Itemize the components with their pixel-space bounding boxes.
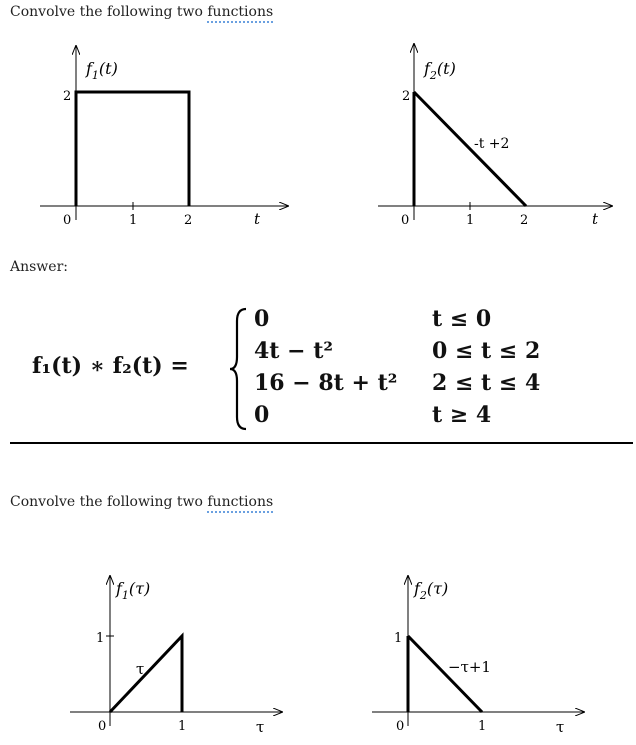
graph-f2-tau	[360, 570, 600, 740]
convolution-lhs: f₁(t) ∗ f₂(t) =	[32, 353, 189, 379]
question-2-prompt-text: Convolve the following two	[10, 494, 208, 510]
question-1-prompt	[10, 4, 273, 20]
f1-tau-ramp	[110, 636, 182, 712]
graph-f1-t	[0, 30, 300, 240]
f2-tau-line-label: −τ+1	[448, 658, 491, 676]
f2-tau-x-tick-0: 0	[396, 719, 405, 734]
answer-label: Answer:	[10, 259, 68, 275]
f1-tau-y-tick: 1	[96, 631, 105, 646]
f2-tau-x-tick-1: 1	[478, 719, 487, 734]
f2-tau-label: $f_2(\tau)$	[414, 579, 449, 602]
case-1-expr: 0	[254, 306, 270, 332]
section-divider	[10, 442, 633, 444]
case-2-cond: 0 ≤ t ≤ 2	[432, 338, 541, 364]
question-1-prompt-text: Convolve the following two	[10, 4, 208, 20]
f1-tau-x-tick-0: 0	[98, 719, 107, 734]
f1-y-tick: 2	[63, 89, 72, 104]
case-2-expr: 4t − t²	[254, 338, 334, 364]
f1-x-axis-label: t	[254, 210, 261, 228]
case-1-cond: t ≤ 0	[432, 306, 492, 332]
cases-brace	[228, 307, 250, 431]
f1-x-tick-2: 2	[184, 213, 193, 228]
functions-link-1[interactable]: functions	[207, 4, 273, 23]
f2-x-tick-0: 0	[401, 213, 410, 228]
functions-link-2[interactable]: functions	[207, 494, 273, 513]
question-2-prompt	[10, 494, 273, 510]
f2-x-tick-1: 1	[466, 213, 475, 228]
case-4-expr: 0	[254, 402, 270, 428]
f1-label: $f_1(t)$	[86, 59, 118, 82]
f1-tau-line-label: τ	[136, 660, 145, 678]
case-3-cond: 2 ≤ t ≤ 4	[432, 370, 541, 396]
f1-x-tick-1: 1	[129, 213, 138, 228]
f2-label: $f_2(t)$	[424, 59, 456, 82]
f2-line-label: -t +2	[474, 136, 510, 152]
f2-tau-y-tick: 1	[394, 631, 403, 646]
f1-tau-label: $f_1(\tau)$	[116, 579, 151, 602]
f1-tau-x-tick-1: 1	[178, 719, 187, 734]
graph-f2-t	[340, 30, 630, 240]
f1-tau-x-axis-label: τ	[256, 718, 265, 736]
f1-x-tick-0: 0	[63, 213, 72, 228]
f2-y-tick: 2	[402, 89, 411, 104]
f2-x-axis-label: t	[592, 210, 599, 228]
f1-rect-pulse	[76, 92, 189, 206]
case-4-cond: t ≥ 4	[432, 402, 492, 428]
f2-tau-x-axis-label: τ	[556, 718, 565, 736]
f2-x-tick-2: 2	[520, 213, 529, 228]
graph-f1-tau	[60, 570, 300, 740]
case-3-expr: 16 − 8t + t²	[254, 370, 398, 396]
